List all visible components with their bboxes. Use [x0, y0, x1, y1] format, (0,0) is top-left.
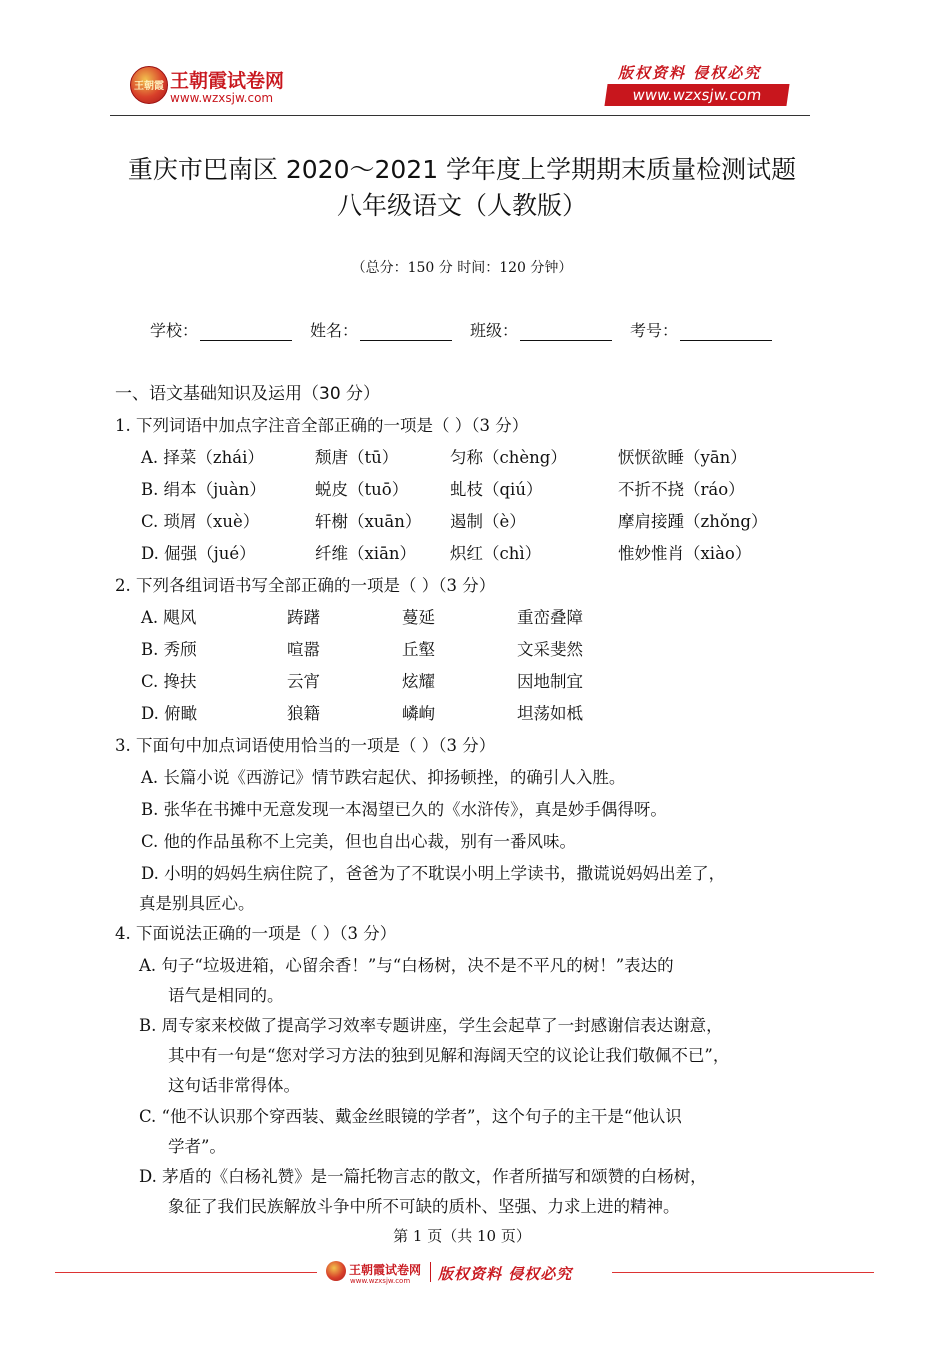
question-4-stem: 4. 下面说法正确的一项是（ ）（3 分） [115, 924, 397, 943]
name-blank[interactable] [360, 324, 452, 341]
q1-option: 纤维（xiān） [315, 544, 417, 563]
q1-option: 不折不挠（ráo） [618, 480, 745, 499]
question-2-stem: 2. 下列各组词语书写全部正确的一项是（ ）（3 分） [115, 576, 496, 595]
footer-divider-right [612, 1272, 874, 1273]
copyright-slogan: 版权资料 侵权必究 [618, 64, 762, 82]
page-number: 第 1 页（共 10 页） [393, 1227, 531, 1245]
q2-option: 踌躇 [287, 608, 320, 627]
q4-option-d-cont: 象征了我们民族解放斗争中所不可缺的质朴、坚强、力求上进的精神。 [168, 1197, 680, 1216]
q1-option: 轩榭（xuān） [315, 512, 422, 531]
footer-separator [430, 1262, 431, 1282]
q1-option: A. 择菜（zhái） [141, 448, 264, 467]
name-field: 姓名： [310, 318, 452, 341]
q1-option: 恹恹欲睡（yān） [618, 448, 747, 467]
q2-option: 云宵 [287, 672, 320, 691]
question-3-stem: 3. 下面句中加点词语使用恰当的一项是（ ）（3 分） [115, 736, 496, 755]
q3-option-b: B. 张华在书摊中无意发现一本渴望已久的《水浒传》，真是妙手偶得呀。 [141, 800, 667, 819]
q4-option-b-cont2: 这句话非常得体。 [168, 1076, 300, 1095]
q2-option: 炫耀 [402, 672, 435, 691]
footer-logo-icon [326, 1261, 346, 1281]
q1-option: 惟妙惟肖（xiào） [618, 544, 752, 563]
q2-option: C. 搀扶 [141, 672, 197, 691]
question-1-stem: 1. 下列词语中加点字注音全部正确的一项是（ ）（3 分） [115, 416, 529, 435]
exam-subtitle: 八年级语文（人教版） [336, 191, 587, 220]
exam-title: 重庆市巴南区 2020～2021 学年度上学期期末质量检测试题 [127, 155, 797, 184]
q1-option: D. 倔强（jué） [141, 544, 256, 563]
q4-option-d: D. 茅盾的《白杨礼赞》是一篇托物言志的散文，作者所描写和颂赞的白杨树， [139, 1167, 707, 1186]
q2-option: 坦荡如柢 [517, 704, 583, 723]
q3-option-a: A. 长篇小说《西游记》情节跌宕起伏、抑扬顿挫，的确引人入胜。 [141, 768, 626, 787]
footer-logo-url: www.wzxsjw.com [350, 1277, 411, 1285]
header-url-banner: www.wzxsjw.com [604, 84, 789, 106]
q1-option: 匀称（chèng） [450, 448, 567, 467]
q3-option-c: C. 他的作品虽称不上完美，但也自出心裁，别有一番风味。 [141, 832, 577, 851]
school-blank[interactable] [200, 324, 292, 341]
q2-option: 喧嚣 [287, 640, 320, 659]
class-blank[interactable] [520, 324, 612, 341]
q2-option: B. 秀颀 [141, 640, 197, 659]
q1-option: 颓唐（tū） [315, 448, 399, 467]
q2-option: 文采斐然 [517, 640, 583, 659]
q3-option-d: D. 小明的妈妈生病住院了，爸爸为了不耽误小明上学读书，撒谎说妈妈出差了， [141, 864, 726, 883]
q1-option: 遏制（è） [450, 512, 526, 531]
q1-option: 蜕皮（tuō） [315, 480, 409, 499]
student-info-row [150, 318, 790, 341]
footer-slogan: 版权资料 侵权必究 [438, 1265, 573, 1283]
q1-option: 炽红（chì） [450, 544, 542, 563]
q2-option: 丘壑 [402, 640, 435, 659]
q2-option: D. 俯瞰 [141, 704, 198, 723]
logo-emblem-icon: 王朝霞 [130, 66, 168, 104]
q2-option: A. 飓风 [141, 608, 197, 627]
footer-divider-left [55, 1272, 317, 1273]
q4-option-c-cont: 学者”。 [168, 1137, 226, 1156]
score-time-info: （总分：150 分 时间：120 分钟） [351, 260, 573, 276]
q2-option: 蔓延 [402, 608, 435, 627]
number-blank[interactable] [680, 324, 772, 341]
q1-option: C. 琐屑（xuè） [141, 512, 260, 531]
header-divider [110, 115, 810, 116]
footer-logo-name: 王朝霞试卷网 [349, 1263, 422, 1277]
q4-option-b-cont: 其中有一句是“您对学习方法的独到见解和海阔天空的议论让我们敬佩不已”， [168, 1046, 730, 1065]
q2-option: 因地制宜 [517, 672, 583, 691]
q1-option: 虬枝（qiú） [450, 480, 543, 499]
q4-option-a-cont: 语气是相同的。 [168, 986, 284, 1005]
q1-option: 摩肩接踵（zhǒng） [618, 512, 768, 531]
q4-option-b: B. 周专家来校做了提高学习效率专题讲座，学生会起草了一封感谢信表达谢意， [139, 1016, 723, 1035]
logo-url: www.wzxsjw.com [170, 91, 274, 105]
q3-option-d-cont: 真是别具匠心。 [139, 894, 255, 913]
logo-name: 王朝霞试卷网 [170, 70, 285, 92]
section-heading: 一、语文基础知识及运用（30 分） [115, 384, 381, 404]
q2-option: 嶙峋 [402, 704, 435, 723]
q4-option-a: A. 句子“垃圾进箱，心留余香！”与“白杨树，决不是不平凡的树！”表达的 [139, 956, 674, 975]
school-field: 学校： [150, 318, 292, 341]
number-field: 考号： [630, 318, 772, 341]
class-field: 班级： [470, 318, 612, 341]
q2-option: 狼籍 [287, 704, 320, 723]
q1-option: B. 绢本（juàn） [141, 480, 266, 499]
q2-option: 重峦叠障 [517, 608, 583, 627]
q4-option-c: C. “他不认识那个穿西装、戴金丝眼镜的学者”，这个句子的主干是“他认识 [139, 1107, 682, 1126]
